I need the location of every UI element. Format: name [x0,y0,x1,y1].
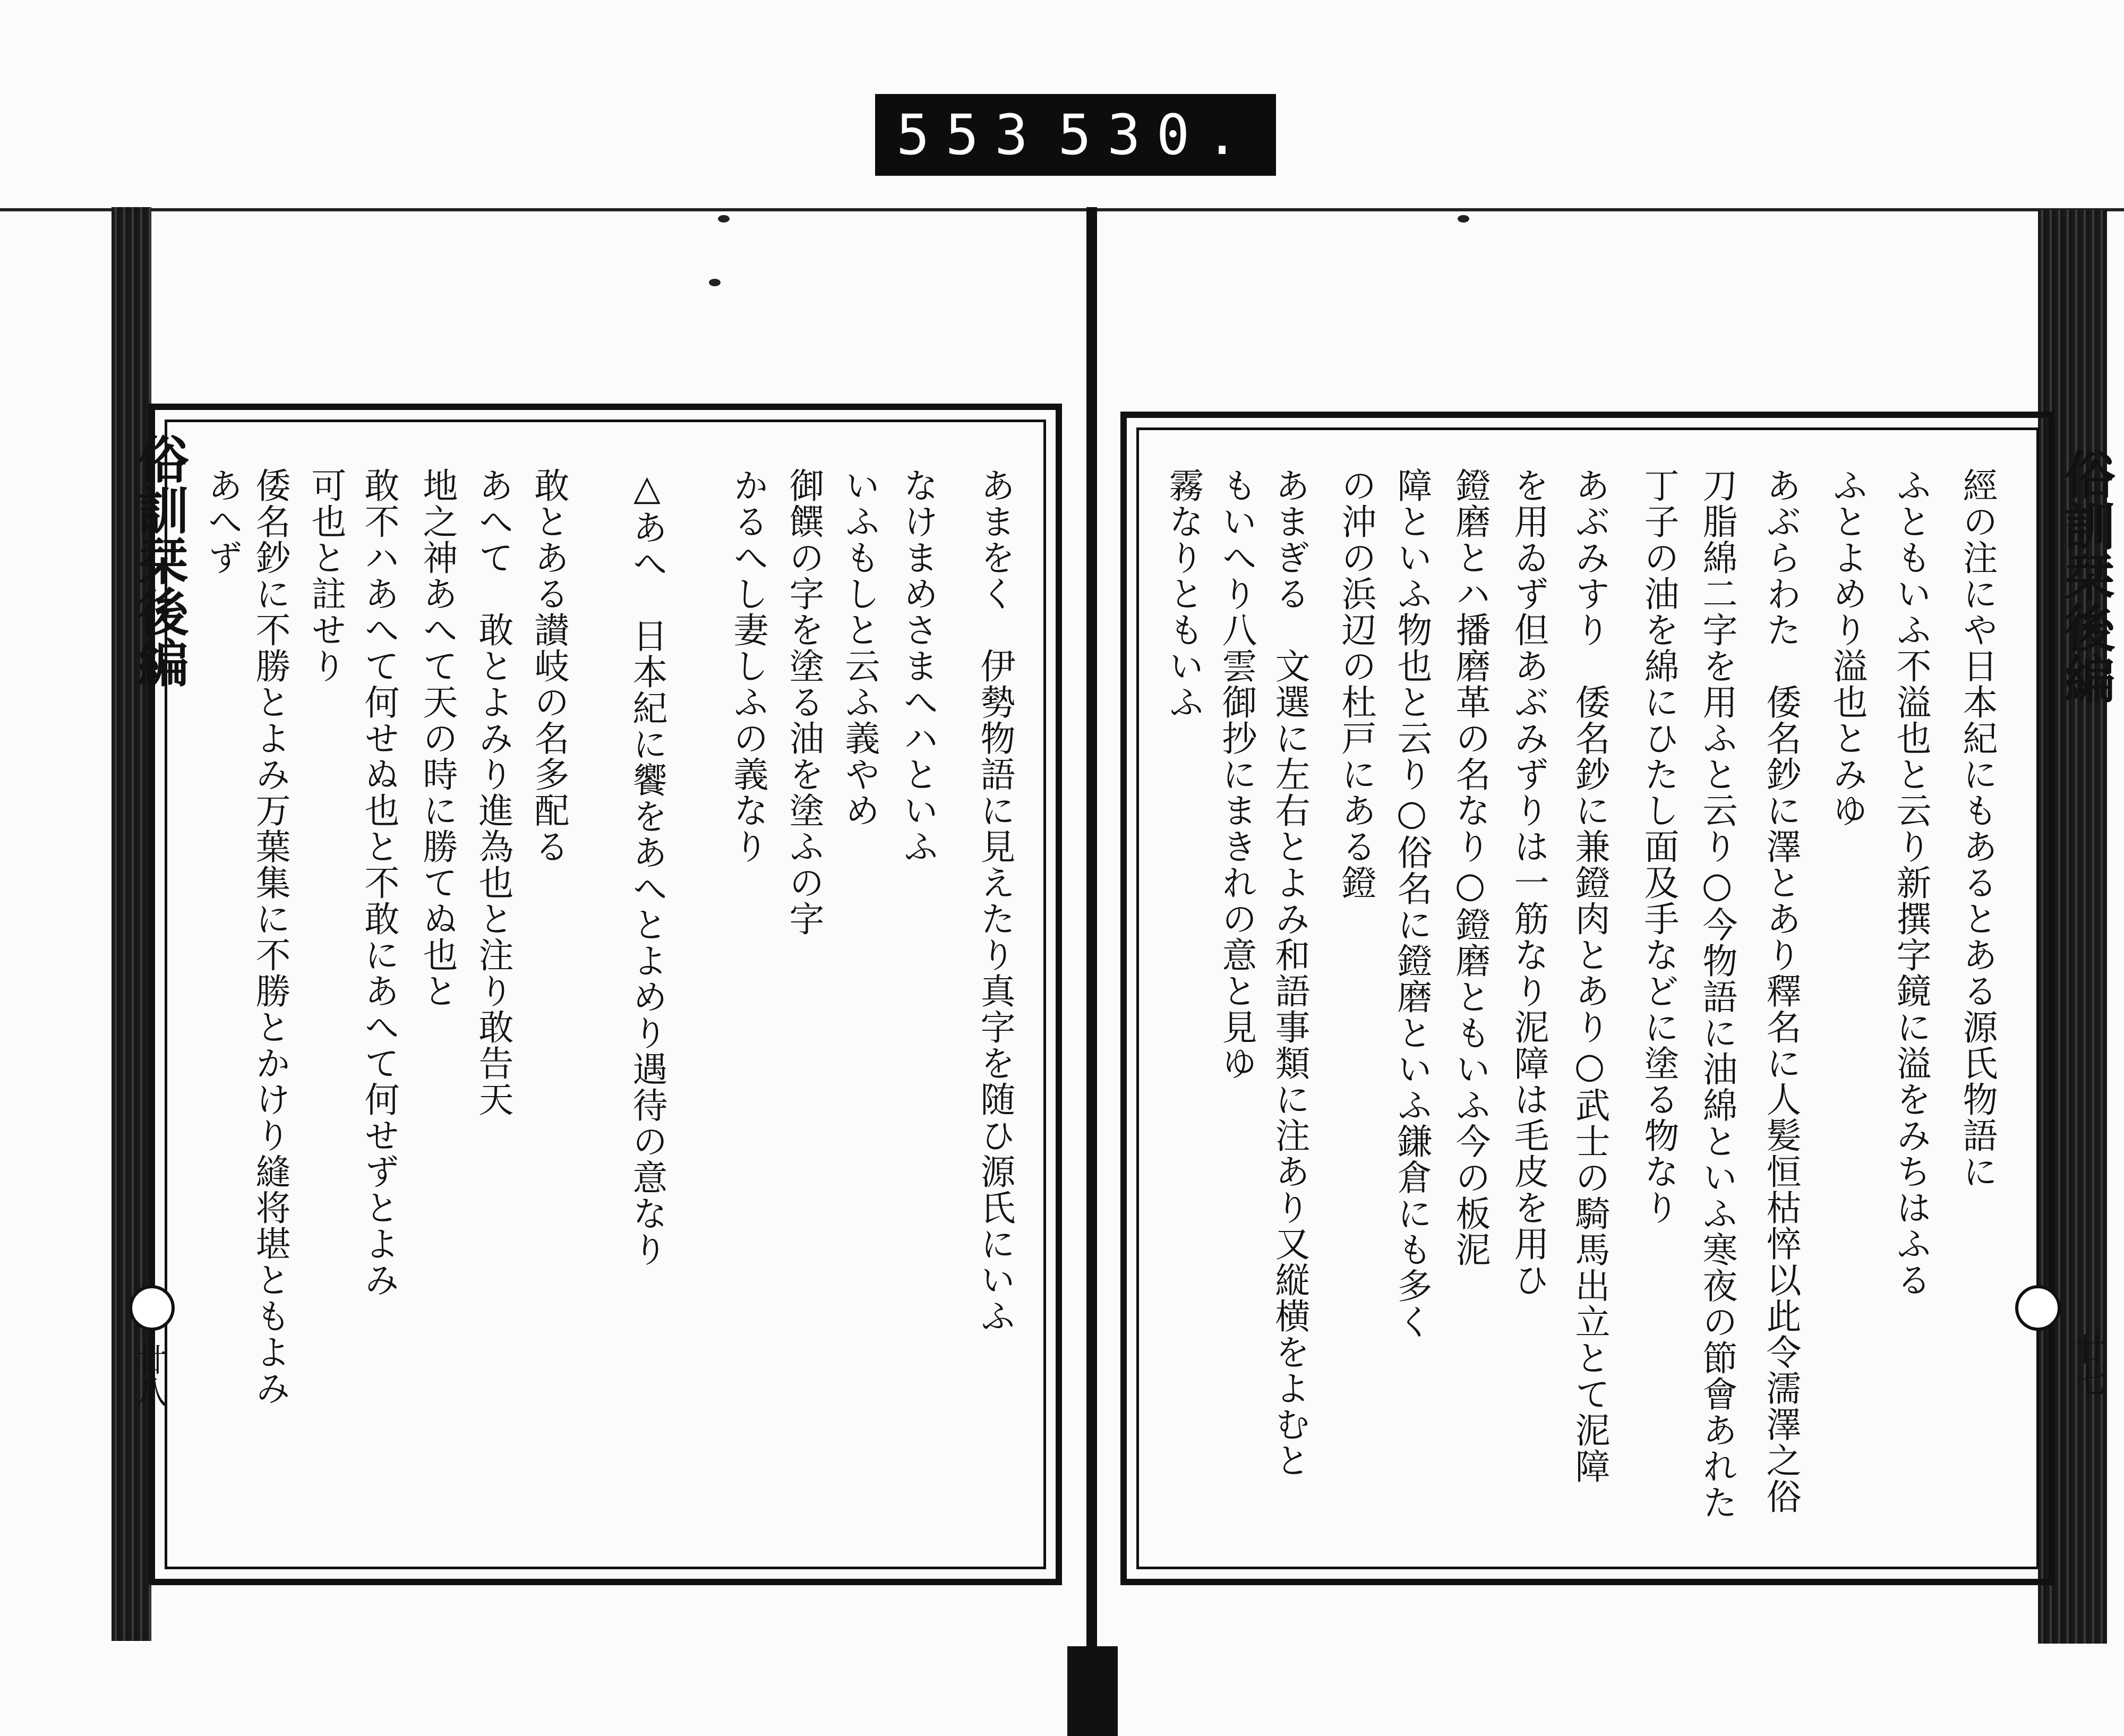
left-col-2: 倭名鈔に不勝とよみ万葉集に不勝とかけり縫将堪ともよみ [250,467,290,1406]
right-col-13: ふともいふ不溢也と云り新撰字鏡に溢をみちはふる [1890,467,1931,1298]
film-number-right: 530. [1058,102,1255,167]
right-page-header: 俗訓栞後編 [2056,449,2116,704]
top-rule [0,208,2124,211]
right-col-9: 丁子の油を綿にひたし面及手などに塗る物なり [1638,467,1679,1226]
ink-speck [718,215,730,223]
right-col-4: の沖の浜辺の杜戸にある鐙 [1335,467,1376,901]
gutter-foot [1067,1646,1118,1736]
film-number-left: 553 [896,102,1044,167]
left-col-4: 敢不ハあへて何せぬ也と不敢にあへて何せずとよみ [358,467,399,1298]
ink-speck [709,279,721,286]
left-col-7: 敢とある讃岐の名多配る [528,467,569,865]
left-col-6: あへて 敢とよみり進為也と注り敢告天 [473,467,513,1117]
left-folio-mark [129,1285,175,1331]
left-page-header: 俗訓栞後編 [130,433,190,688]
left-col-1: あへず [202,467,243,576]
left-col-8: △あへ 日本紀に饗をあへとよめり遇待の意なり [627,467,667,1268]
right-col-8: あぶみすり 倭名鈔に兼鐙肉とあり○武士の騎馬出立とて泥障 [1569,467,1610,1484]
left-col-10: 御饌の字を塗る油を塗ふの字 [783,467,824,937]
right-col-10: 刀脂綿二字を用ふと云り○今物語に油綿といふ寒夜の節會あれた [1697,467,1737,1520]
left-margin-strip [112,207,151,1641]
right-col-14: 經の注にや日本紀にもあるとある源氏物語に [1957,467,1998,1190]
right-col-6: 鐙磨とハ播磨革の名なり○鐙磨ともいふ今の板泥 [1450,467,1491,1268]
center-gutter [1086,207,1097,1736]
left-col-9: かるへし妻しふの義なり [727,467,768,865]
right-col-7: を用ゐず但あぶみずりは一筋なり泥障は毛皮を用ひ [1508,467,1549,1298]
right-col-2: もいへり八雲御抄にまきれの意と見ゆ [1216,467,1257,1081]
left-page-folio: 廿八 [130,1344,167,1407]
right-page-folio: 廿七 [2070,1333,2107,1397]
right-col-3: あまぎる 文選に左右とよみ和語事類に注あり又縦横をよむと [1269,467,1310,1478]
left-col-13: あまをく 伊勢物語に見えたり真字を随ひ源氏にいふ [974,467,1015,1334]
microfilm-frame-tag [875,94,1276,176]
left-col-3: 可也と註せり [305,467,346,684]
right-col-12: ふとよめり溢也とみゆ [1827,467,1868,828]
right-col-11: あぶらわた 倭名鈔に澤とあり釋名に人髪恒枯悴以此令濡澤之俗 [1760,467,1801,1515]
right-col-1: 霧なりともいふ [1163,467,1204,720]
left-col-12: なけまめさまへハといふ [897,467,938,865]
ink-speck [1458,215,1469,223]
right-col-5: 障といふ物也と云り○俗名に鐙磨といふ鎌倉にも多く [1391,467,1432,1340]
right-folio-mark [2015,1285,2061,1331]
left-col-11: いふもしと云ふ義やめ [839,467,880,828]
left-col-5: 地之神あへて天の時に勝てぬ也と [417,467,458,1009]
